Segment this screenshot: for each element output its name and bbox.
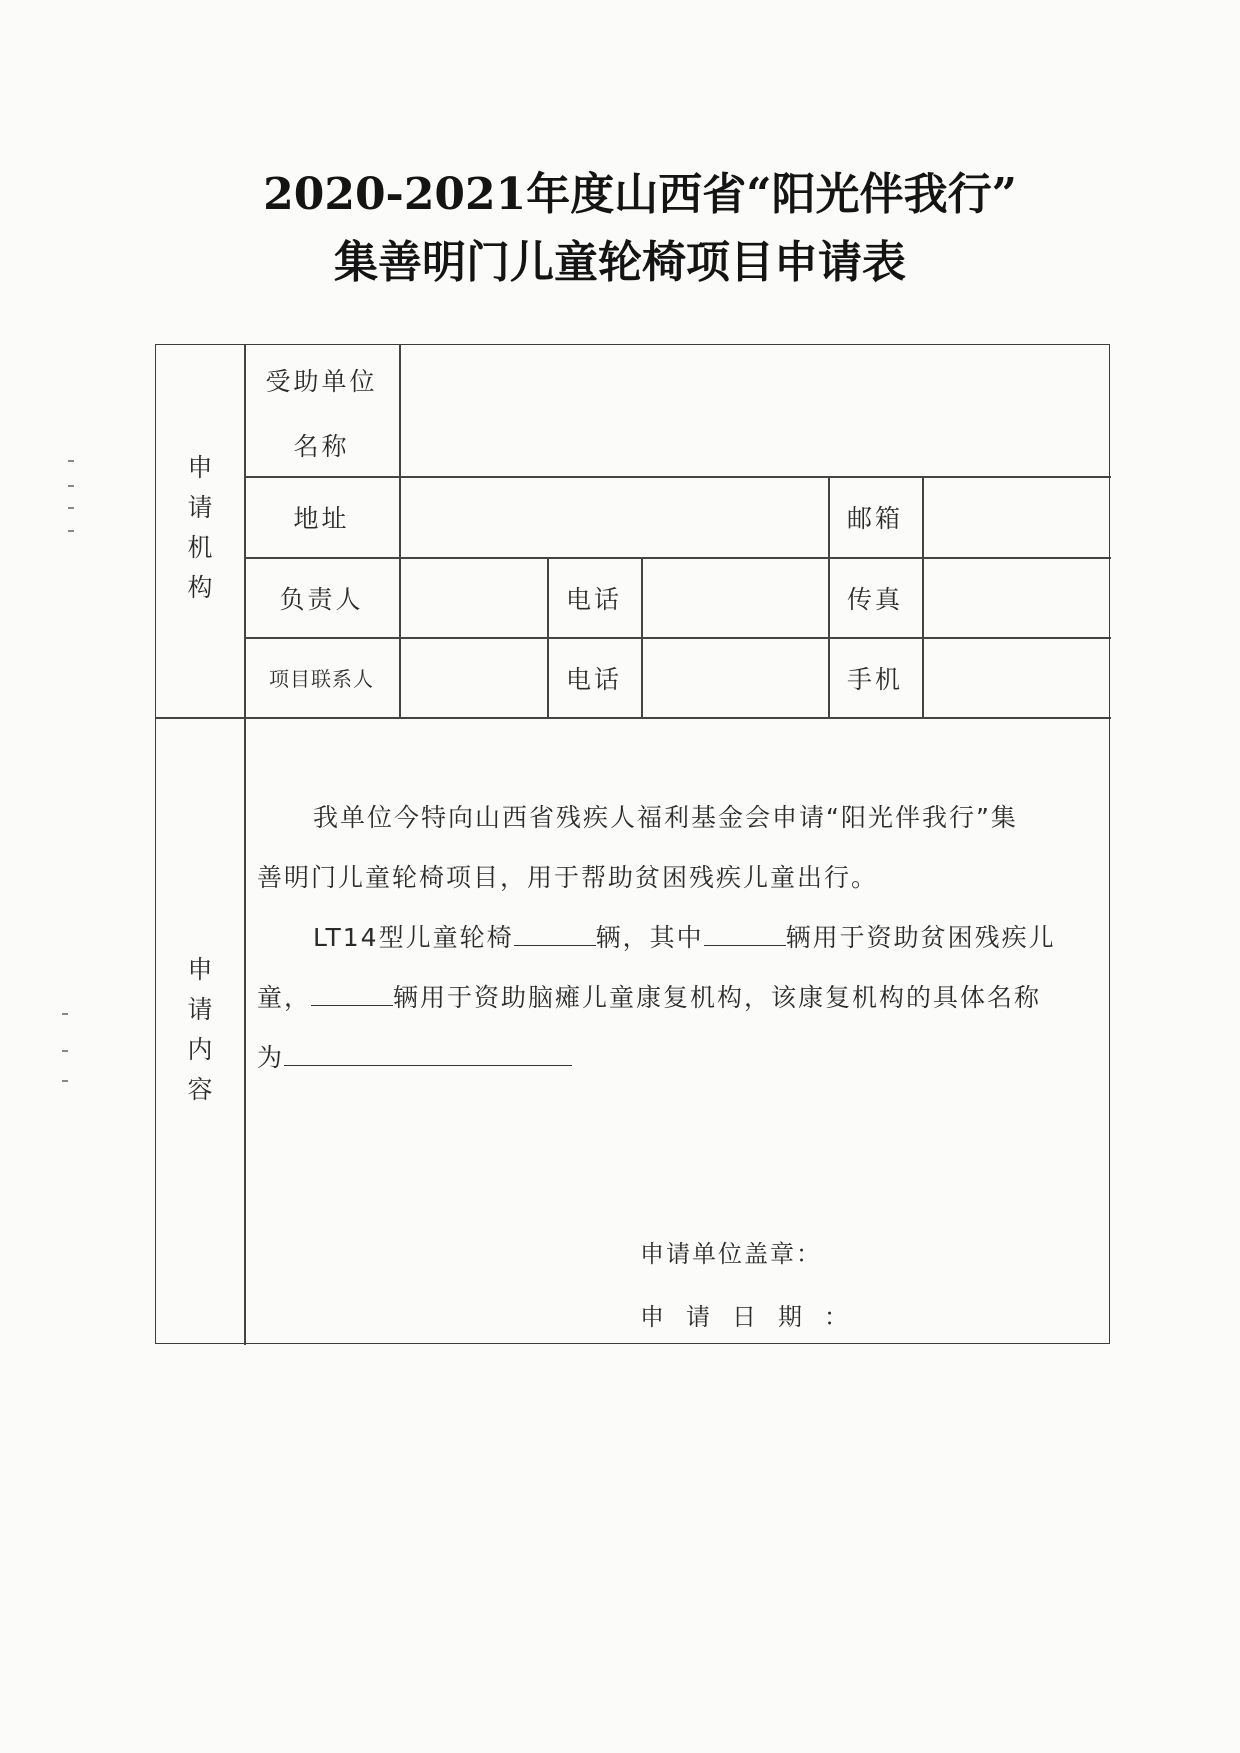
section-label-char: 请 (187, 995, 213, 1024)
margin-mark (62, 1050, 68, 1052)
mobile-label: 手机 (846, 664, 903, 694)
applicant-stamp-label: 申请单位盖章： (640, 1240, 822, 1268)
section-label-char: 申 (187, 453, 213, 482)
project-contact-label: 项目联系人 (269, 667, 374, 691)
section-label-char: 内 (187, 1035, 213, 1064)
address-field[interactable] (401, 477, 828, 557)
rehab-institution-name-blank[interactable] (284, 1040, 572, 1066)
person-in-charge-field[interactable] (401, 558, 547, 637)
section-label-char: 机 (187, 533, 213, 562)
project-contact-field[interactable] (401, 638, 547, 717)
margin-mark (68, 485, 74, 487)
application-paragraph-1-line-2: 善明门儿童轮椅项目，用于帮助贫困残疾儿童出行。 (257, 863, 879, 892)
margin-mark (68, 507, 74, 509)
section-label-char: 请 (187, 493, 213, 522)
wheelchair-model-text: LT14型儿童轮椅 (313, 923, 514, 952)
fax-field[interactable] (924, 558, 1109, 637)
rehab-text: 辆用于资助脑瘫儿童康复机构，该康复机构的具体名称 (393, 983, 1042, 1012)
postcode-field[interactable] (924, 477, 1109, 557)
page-title-line-1: 2020-2021年度山西省“阳光伴我行” (263, 169, 1017, 220)
application-paragraph-2-line-3 (257, 1028, 572, 1088)
purpose-text: 辆用于资助贫困残疾儿 (785, 923, 1056, 952)
margin-mark (62, 1080, 68, 1082)
application-paragraph-1-line-1: 我单位今特向山西省残疾人福利基金会申请“阳光伴我行”集 (313, 803, 1018, 832)
application-form-table (155, 344, 1110, 1344)
name-prefix-text: 为 (257, 1043, 285, 1072)
section-label-char: 构 (187, 573, 213, 602)
section-label-applicant-org (156, 448, 244, 608)
phone-field[interactable] (643, 558, 828, 637)
phone-label: 电话 (565, 584, 622, 614)
quantity-text: 辆，其中 (595, 923, 704, 952)
recipient-name-field[interactable] (401, 345, 1109, 475)
mobile-field[interactable] (924, 638, 1109, 717)
margin-mark (62, 1013, 68, 1015)
margin-mark (68, 530, 74, 532)
application-date-label: 申请日期： (640, 1303, 870, 1331)
purpose-text-cont: 童， (257, 983, 312, 1012)
address-label: 地址 (293, 504, 350, 533)
contact-phone-field[interactable] (643, 638, 828, 717)
section-label-application-content (156, 950, 244, 1110)
section-label-char: 申 (187, 955, 213, 984)
phone-label-2: 电话 (565, 664, 622, 694)
section-divider (156, 717, 1111, 719)
application-paragraph-2-line-2 (257, 968, 1041, 1028)
rehab-institution-quantity-blank[interactable] (311, 980, 393, 1006)
recipient-name-label-2: 名称 (293, 432, 350, 461)
fax-label: 传真 (846, 584, 903, 614)
person-in-charge-label: 负责人 (279, 584, 364, 614)
poor-children-quantity-blank[interactable] (704, 920, 786, 946)
total-quantity-blank[interactable] (514, 920, 596, 946)
section-label-char: 容 (187, 1075, 213, 1104)
margin-mark (68, 460, 74, 462)
recipient-name-label-1: 受助单位 (265, 367, 378, 396)
postcode-label: 邮箱 (846, 504, 903, 533)
page-title-line-2: 集善明门儿童轮椅项目申请表 (334, 237, 906, 288)
application-paragraph-2-line-1 (313, 908, 1056, 968)
